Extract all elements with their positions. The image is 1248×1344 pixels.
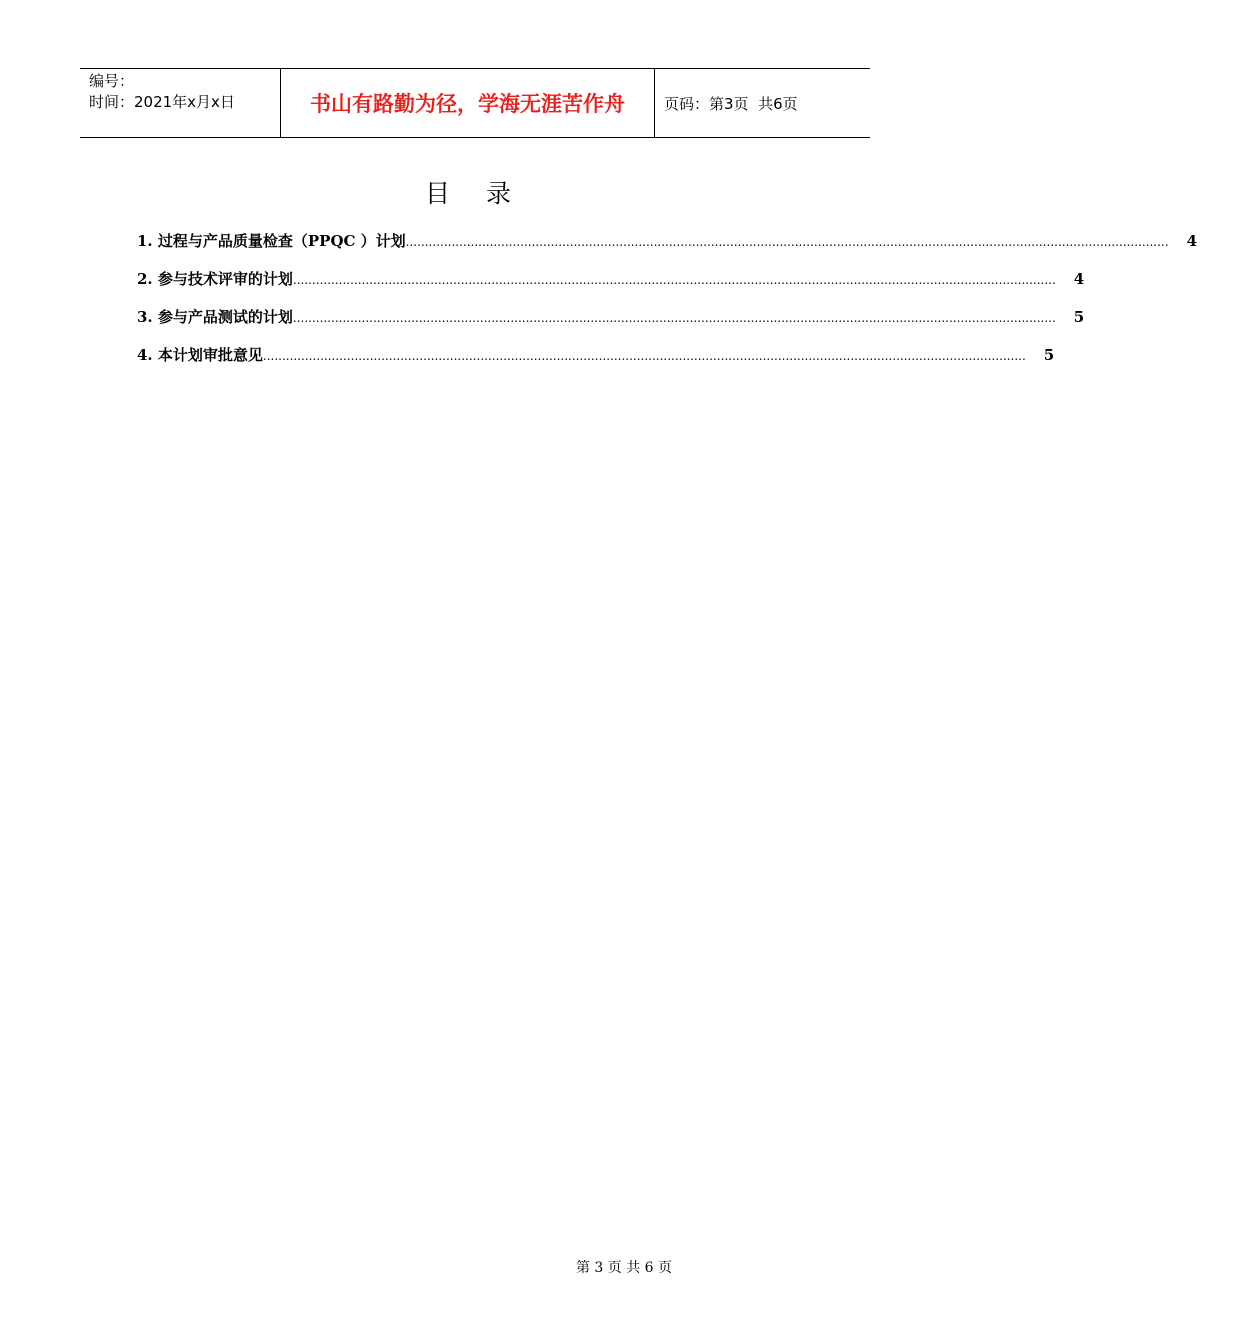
toc-entry-page: 5 [1073,308,1085,326]
toc-dot-leader: ........................................................................................................................................................................................................ [262,349,1026,363]
toc-entry-page: 4 [1186,232,1197,250]
toc-entry-page: 5 [1043,346,1055,364]
toc-entry-label: 4. 本计划审批意见 [137,346,263,364]
document-number-label: 编号： [89,72,135,90]
toc-entry[interactable] [137,230,1197,268]
header-page-info: 页码：第3页 共6页 [664,94,798,113]
toc-entry[interactable] [137,344,1055,382]
table-of-contents [137,230,1197,382]
header-meta [80,69,281,137]
toc-entry[interactable] [137,306,1085,344]
toc-entry-label: 3. 参与产品测试的计划 [137,308,293,326]
page-header [80,68,870,138]
page-footer: 第 3 页 共 6 页 [575,1260,673,1276]
toc-entry-label: 1. 过程与产品质量检查（PPQC ）计划 [137,232,406,250]
toc-dot-leader: ........................................................................................................................................................................................................ [292,273,1056,287]
toc-dot-leader: ........................................................................................................................................................................................................ [405,235,1169,249]
toc-dot-leader: ........................................................................................................................................................................................................ [292,311,1056,325]
toc-entry-page: 4 [1073,270,1085,288]
document-time-label: 时间：2021年x月x日 [89,93,235,111]
toc-entry[interactable] [137,268,1085,306]
header-motto: 书山有路勤为径，学海无涯苦作舟 [281,69,655,137]
toc-entry-label: 2. 参与技术评审的计划 [137,270,293,288]
toc-title: 目 录 [425,179,525,208]
